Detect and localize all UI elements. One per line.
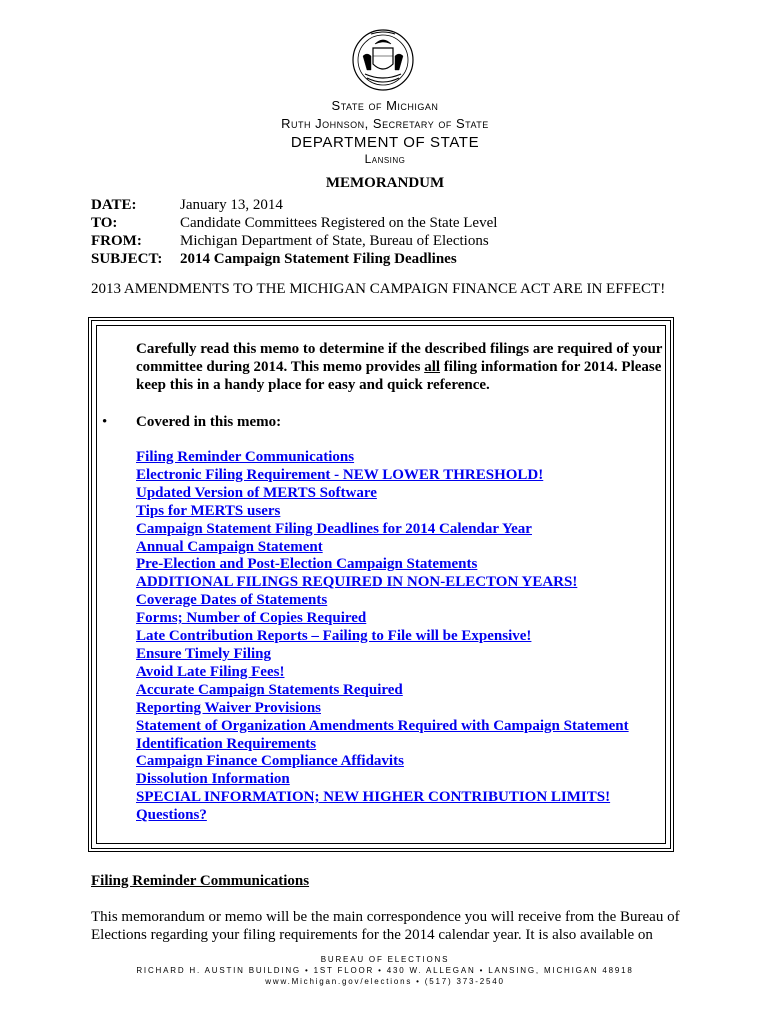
list-item: [136, 521, 629, 539]
intro-paragraph: [136, 340, 676, 394]
list-item: [136, 807, 629, 825]
list-item: [136, 646, 629, 664]
section-heading: Filing Reminder Communications: [91, 873, 310, 889]
date-value: January 13, 2014: [180, 197, 283, 213]
footer-address: RICHARD H. AUSTIN BUILDING • 1ST FLOOR • 430 W. ALLEGAN • LANSING, MICHIGAN 48918: [136, 966, 634, 975]
link-late-fees[interactable]: Avoid Late Filing Fees!: [136, 663, 285, 680]
subject-row: [91, 250, 497, 268]
bullet-icon: •: [102, 414, 108, 430]
link-forms-copies[interactable]: Forms; Number of Copies Required: [136, 610, 367, 627]
list-item: [136, 682, 629, 700]
link-organization-amendments[interactable]: Statement of Organization Amendments Required with Campaign Statement: [136, 717, 629, 734]
list-item: [136, 789, 629, 807]
memo-title: MEMORANDUM: [325, 175, 445, 191]
intro-text-2: filing information for 2014. Please keep this in a handy place for easy and quick reference.: [136, 359, 662, 393]
link-identification[interactable]: Identification Requirements: [136, 735, 317, 752]
link-reporting-waiver[interactable]: Reporting Waiver Provisions: [136, 699, 322, 716]
list-item: [136, 539, 629, 557]
link-timely-filing[interactable]: Ensure Timely Filing: [136, 645, 272, 662]
link-questions[interactable]: Questions?: [136, 807, 207, 824]
intro-emphasis: all: [424, 359, 441, 375]
link-merts-tips[interactable]: Tips for MERTS users: [136, 502, 281, 519]
list-item: [136, 664, 629, 682]
footer-contact: www.Michigan.gov/elections • (517) 373-2540: [265, 977, 505, 986]
link-additional-filings[interactable]: ADDITIONAL FILINGS REQUIRED IN NON-ELECTON YEARS!: [136, 574, 578, 591]
to-row: [91, 214, 497, 232]
list-item: [136, 700, 629, 718]
from-value: Michigan Department of State, Bureau of Elections: [180, 233, 489, 249]
secretary-of-state: Ruth Johnson, Secretary of State: [281, 116, 489, 131]
link-accurate-statements[interactable]: Accurate Campaign Statements Required: [136, 681, 403, 698]
link-filing-reminder[interactable]: Filing Reminder Communications: [136, 449, 355, 465]
michigan-state-seal-icon: [351, 26, 415, 94]
link-filing-deadlines[interactable]: Campaign Statement Filing Deadlines for 2014 Calendar Year: [136, 520, 532, 537]
to-label: TO:: [91, 215, 118, 231]
list-item: [136, 503, 629, 521]
list-item: [136, 628, 629, 646]
from-row: [91, 232, 497, 250]
list-item: [136, 556, 629, 574]
link-coverage-dates[interactable]: Coverage Dates of Statements: [136, 592, 328, 609]
to-value: Candidate Committees Registered on the State Level: [180, 215, 498, 231]
link-annual-statement[interactable]: Annual Campaign Statement: [136, 538, 323, 555]
covered-label: Covered in this memo:: [136, 414, 282, 430]
list-item: [136, 718, 629, 736]
from-label: FROM:: [91, 233, 142, 249]
list-item: [136, 753, 629, 771]
section-body-text: This memorandum or memo will be the main correspondence you will receive from the Bureau of Elections regarding your filing requirements for the 2014 calendar year. It is also available on: [91, 909, 680, 943]
contents-link-list: [136, 449, 629, 825]
date-row: [91, 196, 497, 214]
list-item: [136, 592, 629, 610]
list-item: [136, 449, 629, 467]
list-item: [136, 574, 629, 592]
link-electronic-filing[interactable]: Electronic Filing Requirement - NEW LOWER THRESHOLD!: [136, 466, 544, 483]
link-dissolution[interactable]: Dissolution Information: [136, 771, 290, 788]
amendment-notice: 2013 AMENDMENTS TO THE MICHIGAN CAMPAIGN FINANCE ACT ARE IN EFFECT!: [91, 281, 666, 297]
list-item: [136, 485, 629, 503]
list-item: [136, 736, 629, 754]
city-name: Lansing: [364, 152, 406, 166]
link-merts-version[interactable]: Updated Version of MERTS Software: [136, 484, 377, 501]
link-compliance-affidavits[interactable]: Campaign Finance Compliance Affidavits: [136, 753, 404, 770]
link-late-contribution[interactable]: Late Contribution Reports – Failing to File will be Expensive!: [136, 628, 532, 645]
date-label: DATE:: [91, 197, 137, 213]
list-item: [136, 467, 629, 485]
subject-label: SUBJECT:: [91, 251, 163, 267]
list-item: [136, 610, 629, 628]
footer-bureau: BUREAU OF ELECTIONS: [320, 955, 450, 964]
list-item: [136, 771, 629, 789]
link-pre-post-election[interactable]: Pre-Election and Post-Election Campaign Statements: [136, 556, 478, 573]
memo-fields: [91, 196, 497, 268]
intro-text-1: Carefully read this memo to determine if the described filings are required of your committee during 2014. This memo provides: [136, 341, 663, 375]
state-name: State of Michigan: [331, 98, 439, 113]
subject-value: 2014 Campaign Statement Filing Deadlines: [180, 251, 457, 267]
link-contribution-limits[interactable]: SPECIAL INFORMATION; NEW HIGHER CONTRIBUTION LIMITS!: [136, 789, 611, 806]
department-name: DEPARTMENT OF STATE: [290, 134, 480, 151]
